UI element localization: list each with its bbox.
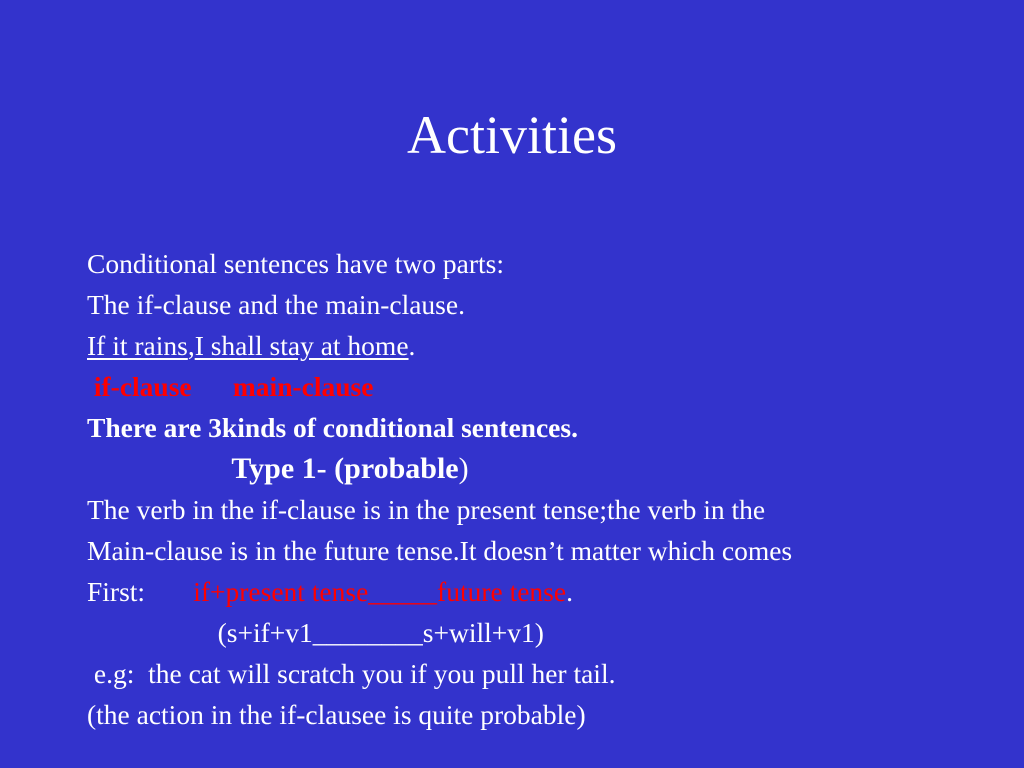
slide-body [87,243,1007,735]
type-1-heading-line [87,448,1007,489]
clause-labels-gap [192,371,233,402]
example-sentence-line [87,325,1007,366]
main-clause-label: main-clause [232,371,374,402]
slide-title: Activities [407,105,617,165]
structure-formula: (s+if+v1________s+will+v1) [217,617,544,648]
example-period: . [408,330,416,361]
first-label: First: [87,576,194,607]
if-clause-label: if-clause [93,371,192,402]
structure-indent [87,617,218,648]
clause-labels-line [87,366,1007,407]
intro-line-1: Conditional sentences have two parts: [87,248,504,279]
explanation-line-2: Main-clause is in the future tense.It doesn’t matter which comes [87,535,793,566]
type-1-indent [87,453,231,484]
type-1-heading [231,452,468,485]
tense-formula: if+present tense_____future tense [193,576,567,607]
formula-period: . [566,576,573,607]
explanation-line-1: The verb in the if-clause is in the present tense;the verb in the [87,494,766,525]
formula-line [87,571,1007,612]
example-comma: , [187,330,195,361]
clause-labels-leading-space [87,371,94,402]
type-1-close-paren: ) [458,452,469,485]
example-sentence: e.g: the cat will scratch you if you pull her tail. [87,658,616,689]
kinds-statement: There are 3kinds of conditional sentences. [87,412,578,443]
structure-line [87,612,1007,653]
if-clause-example: If it rains [87,330,188,361]
type-1-heading-text: Type 1- (probable [231,452,459,485]
main-clause-example: I shall stay at home [194,330,409,361]
closing-note: (the action in the if-clausee is quite probable) [87,699,586,730]
intro-line-2: The if-clause and the main-clause. [87,289,465,320]
